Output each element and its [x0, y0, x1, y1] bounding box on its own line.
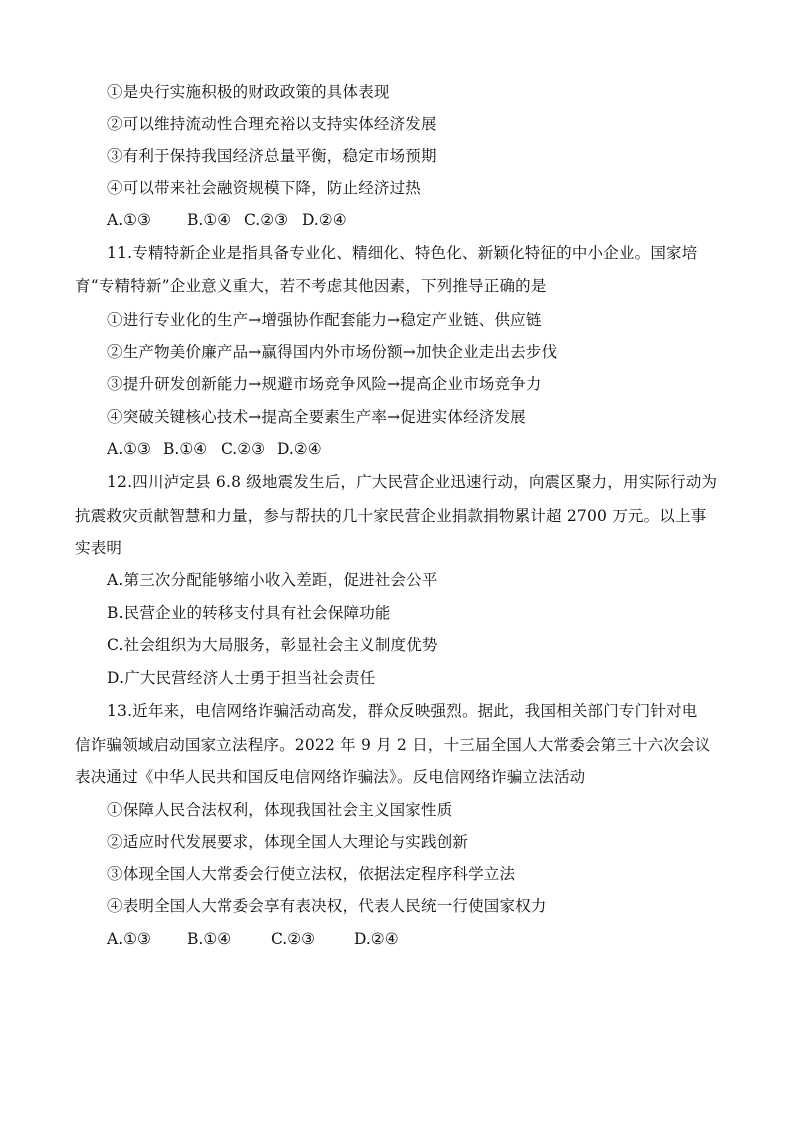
q12-choice-c: C.社会组织为大局服务，彰显社会主义制度优势: [107, 636, 438, 654]
q13-options: [107, 929, 447, 949]
q12-choice-a: A.第三次分配能够缩小收入差距，促进社会公平: [107, 571, 438, 589]
q10-statement-4: ④可以带来社会融资规模下降，防止经济过热: [107, 179, 422, 197]
q11-option-b: B.①④: [163, 440, 208, 458]
q13-stem-line-3: 表决通过《中华人民共和国反电信网络诈骗法》。反电信网络诈骗立法活动: [75, 768, 586, 786]
q11-statement-3: ③提升研发创新能力→规避市场竞争风险→提高企业市场竞争力: [107, 375, 542, 393]
q13-statement-3: ③体现全国人大常委会行使立法权，依据法定程序科学立法: [107, 865, 516, 883]
q10-statement-2: ②可以维持流动性合理充裕以支持实体经济发展: [107, 115, 437, 133]
q13-stem-line-1: 13.近年来，电信网络诈骗活动高发，群众反映强烈。据此，我国相关部门专门针对电: [107, 702, 698, 720]
q10-option-b: B.①④: [187, 211, 232, 229]
q13-statement-1: ①保障人民合法权利，体现我国社会主义国家性质: [107, 801, 453, 819]
q10-option-c: C.②③: [244, 211, 289, 229]
q10-statement-3: ③有利于保持我国经济总量平衡，稳定市场预期: [107, 147, 437, 165]
q12-choice-d: D.广大民营经济人士勇于担当社会责任: [107, 669, 376, 687]
q13-option-b: B.①④: [187, 930, 232, 948]
q11-options: [107, 439, 427, 459]
q10-statement-1: ①是央行实施积极的财政政策的具体表现: [107, 83, 390, 101]
q11-option-c: C.②③: [221, 440, 266, 458]
q11-statement-1: ①进行专业化的生产→增强协作配套能力→稳定产业链、供应链: [107, 311, 542, 329]
q11-stem-line-2: 育“专精特新”企业意义重大，若不考虑其他因素，下列推导正确的是: [75, 277, 547, 295]
q12-stem-line-2: 抗震救灾贡献智慧和力量，参与帮扶的几十家民营企业捐款捐物累计超 2700 万元。以上事: [75, 507, 707, 525]
q11-statement-2: ②生产物美价廉产品→赢得国内外市场份额→加快企业走出去步伐: [107, 343, 558, 361]
q13-option-d: D.②④: [354, 930, 399, 948]
q10-options: [107, 210, 427, 230]
q13-stem-line-2: 信诈骗领域启动国家立法程序。2022 年 9 月 2 日，十三届全国人大常委会第三十六次会议: [75, 736, 711, 754]
q13-statement-4: ④表明全国人大常委会享有表决权，代表人民统一行使国家权力: [107, 897, 547, 915]
q11-option-d: D.②④: [277, 440, 322, 458]
q11-stem-line-1: 11.专精特新企业是指具备专业化、精细化、特色化、新颖化特征的中小企业。国家培: [107, 244, 698, 262]
q13-option-c: C.②③: [271, 930, 316, 948]
q12-choice-b: B.民营企业的转移支付具有社会保障功能: [107, 604, 391, 622]
q13-option-a: A.①③: [107, 930, 151, 948]
q11-statement-4: ④突破关键核心技术→提高全要素生产率→促进实体经济发展: [107, 408, 526, 426]
q13-statement-2: ②适应时代发展要求，体现全国人大理论与实践创新: [107, 833, 469, 851]
q12-stem-line-1: 12.四川泸定县 6.8 级地震发生后，广大民营企业迅速行动，向震区聚力，用实际行动为: [107, 473, 718, 491]
q11-option-a: A.①③: [107, 440, 151, 458]
q10-option-d: D.②④: [302, 211, 347, 229]
q12-stem-line-3: 实表明: [75, 539, 123, 557]
q10-option-a: A.①③: [107, 211, 151, 229]
